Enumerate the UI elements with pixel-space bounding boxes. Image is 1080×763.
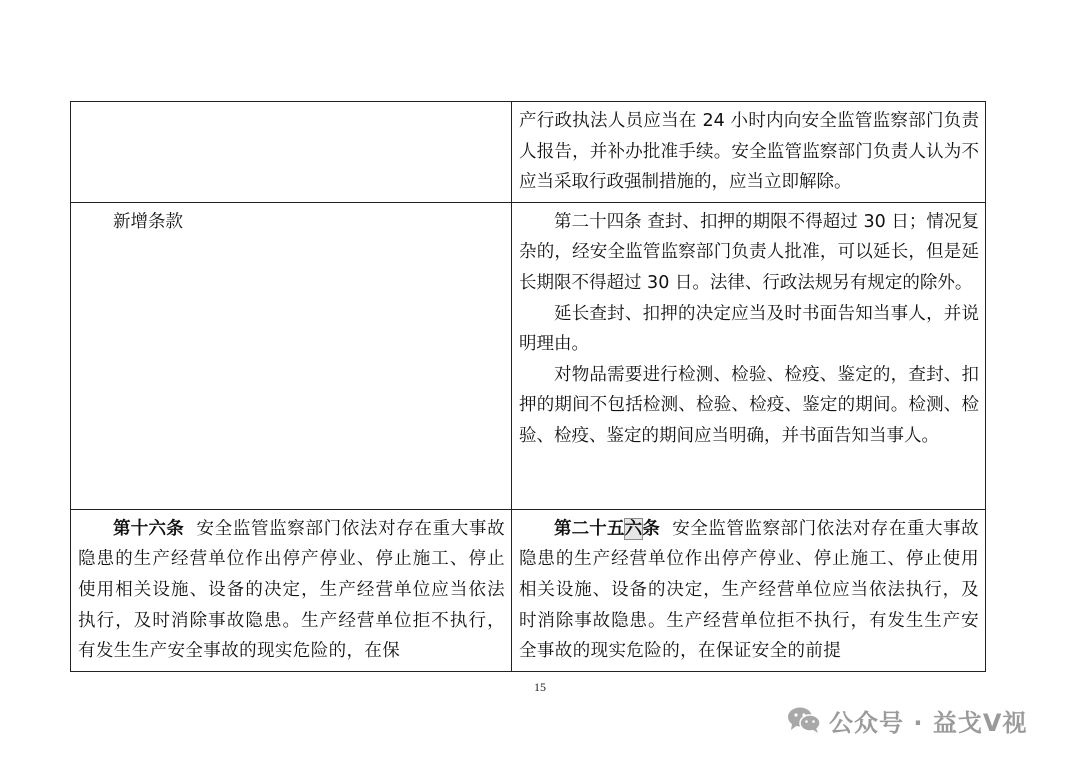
table-cell-revised xyxy=(512,202,986,509)
table-cell-revised xyxy=(512,509,986,671)
wechat-icon xyxy=(787,706,821,734)
page-number: 15 xyxy=(534,680,546,694)
article-number-prefix: 第二十五 xyxy=(554,518,625,539)
table-row xyxy=(71,202,986,509)
article-text: 安全监管监察部门依法对存在重大事故隐患的生产经营单位作出停产停业、停止施工、停止使用相关设施、设备的决定，生产经营单位应当依法执行，及时消除事故隐患。生产经营单位拒不执行，有发生生产安全事故的现实危险的，在保 xyxy=(78,518,505,662)
article-number-suffix: 条 xyxy=(642,518,660,539)
clause-paragraph xyxy=(78,514,505,667)
table-cell-original xyxy=(71,202,512,509)
clause-paragraph: 产行政执法人员应当在 24 小时内向安全监管监察部门负责人报告，并补办批准手续。安全监管监察部门负责人认为不应当采取行政强制措施的，应当立即解除。 xyxy=(519,111,979,193)
table-row xyxy=(71,102,986,203)
watermark xyxy=(787,700,1027,740)
comparison-table xyxy=(70,101,986,672)
table-cell-revised xyxy=(512,102,986,203)
watermark-text: 公众号 · 益戈V视 xyxy=(829,708,1028,737)
table-cell-original xyxy=(71,102,512,203)
table-row xyxy=(71,509,986,671)
clause-paragraph: 第二十四条 查封、扣押的期限不得超过 30 日；情况复杂的，经安全监管监察部门负责人批准，可以延长，但是延长期限不得超过 30 日。法律、行政法规另有规定的除外。 xyxy=(519,211,979,293)
article-text: 安全监管监察部门依法对存在重大事故隐患的生产经营单位作出停产停业、停止施工、停止使用相关设施、设备的决定，生产经营单位应当依法执行，及时消除事故隐患。生产经营单位拒不执行，有发生生产安全事故的现实危险的，在保证安全的前提 xyxy=(519,518,979,662)
article-number xyxy=(554,519,660,539)
clause-paragraph: 对物品需要进行检测、检验、检疫、鉴定的，查封、扣押的期间不包括检测、检验、检疫、鉴定的期间。检测、检验、检疫、鉴定的期间应当明确，并书面告知当事人。 xyxy=(519,364,979,446)
article-number: 第十六条 xyxy=(113,518,185,539)
highlighted-character: 六 xyxy=(624,518,643,539)
clause-paragraph: 延长查封、扣押的决定应当及时书面告知当事人，并说明理由。 xyxy=(519,303,979,355)
new-clause-label: 新增条款 xyxy=(113,211,183,232)
clause-paragraph xyxy=(519,514,979,667)
table-cell-original xyxy=(71,509,512,671)
